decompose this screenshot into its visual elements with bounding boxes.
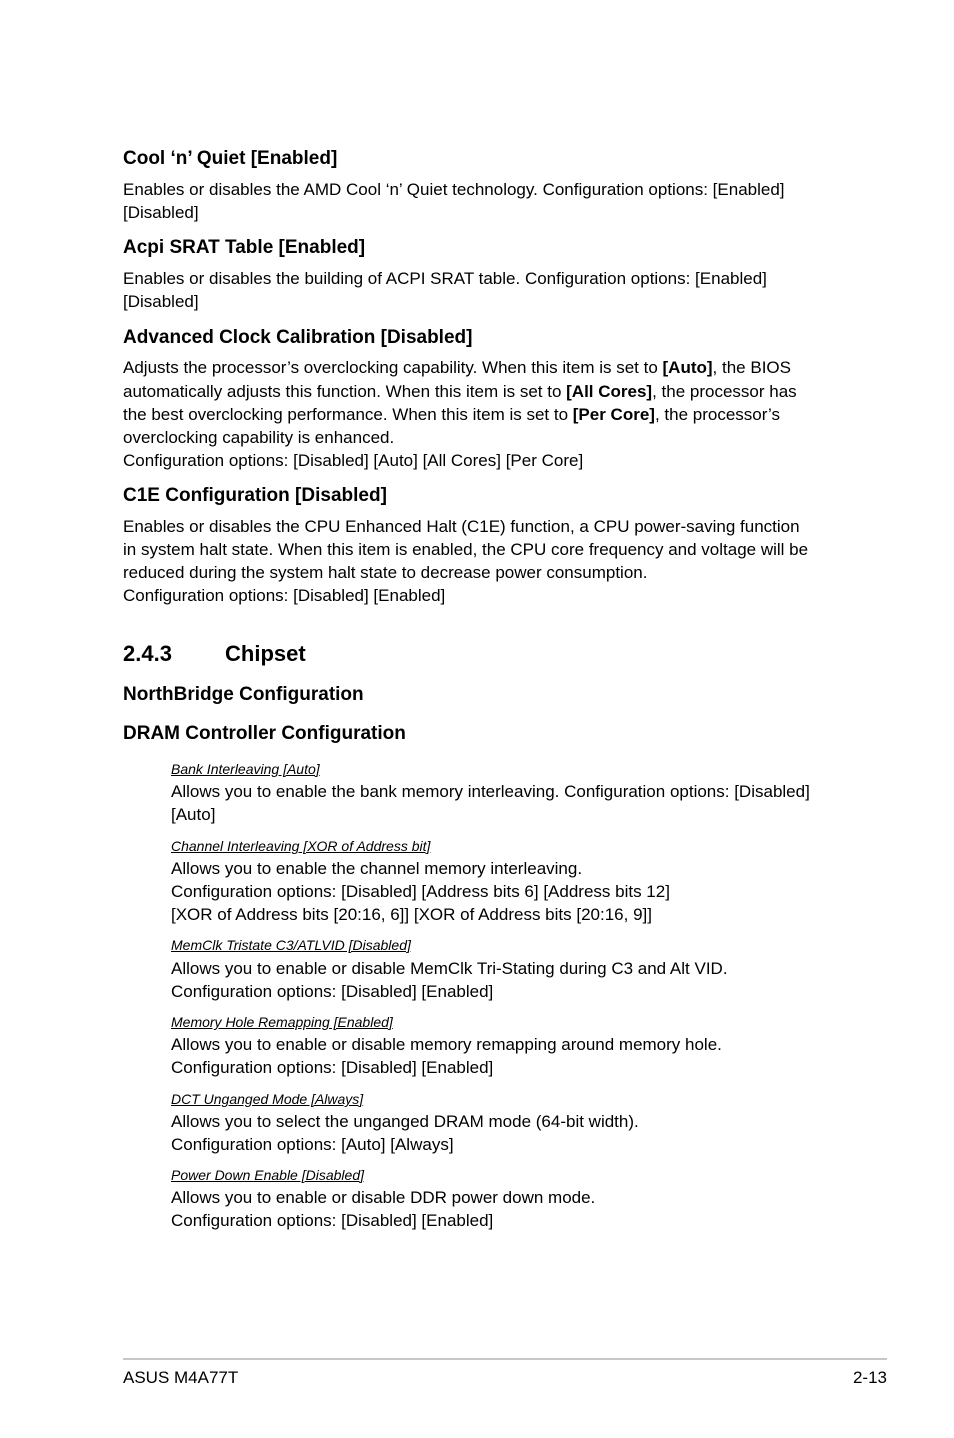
- c1e-desc-line: in system halt state. When this item is enabled, the CPU core frequency and voltage will be: [123, 540, 809, 559]
- dct-unganged-mode-desc-line: Allows you to select the unganged DRAM mode (64-bit width).: [171, 1112, 639, 1131]
- acpi-srat-desc-line: Enables or disables the building of ACPI SRAT table. Configuration options: [Enabled]: [123, 269, 767, 288]
- acc-desc-line: automatically adjusts this function. When this item is set to [All Cores], the processor has: [123, 382, 797, 401]
- channel-interleaving-desc-line: Configuration options: [Disabled] [Address bits 6] [Address bits 12]: [171, 882, 670, 901]
- channel-interleaving-title: Channel Interleaving [XOR of Address bit]: [171, 838, 431, 854]
- footer-product-name: ASUS M4A77T: [123, 1368, 239, 1387]
- memory-hole-remapping-desc-line: Allows you to enable or disable memory remapping around memory hole.: [171, 1035, 722, 1054]
- acc-desc-line: overclocking capability is enhanced.: [123, 428, 395, 447]
- bank-interleaving-title: Bank Interleaving [Auto]: [171, 761, 320, 777]
- acpi-srat-heading: Acpi SRAT Table [Enabled]: [123, 237, 366, 258]
- dct-unganged-mode-title: DCT Unganged Mode [Always]: [171, 1091, 364, 1107]
- footer-page-number: 2-13: [852, 1368, 887, 1387]
- memclk-tristate-desc-line: Configuration options: [Disabled] [Enabled]: [171, 982, 494, 1001]
- memory-hole-remapping-title: Memory Hole Remapping [Enabled]: [171, 1014, 393, 1030]
- c1e-options-line: Configuration options: [Disabled] [Enabled]: [123, 586, 446, 605]
- section-title: Chipset: [225, 641, 306, 666]
- memclk-tristate-desc-line: Allows you to enable or disable MemClk Tri-Stating during C3 and Alt VID.: [171, 959, 728, 978]
- cool-n-quiet-desc-line: Enables or disables the AMD Cool ‘n’ Quiet technology. Configuration options: [Enabled]: [123, 180, 785, 199]
- c1e-heading: C1E Configuration [Disabled]: [123, 485, 387, 506]
- cool-n-quiet-desc-line: [Disabled]: [123, 203, 199, 222]
- power-down-enable-desc-line: Allows you to enable or disable DDR power down mode.: [171, 1188, 596, 1207]
- dct-unganged-mode-desc-line: Configuration options: [Auto] [Always]: [171, 1135, 454, 1154]
- section-heading-chipset: [123, 641, 306, 667]
- northbridge-heading: NorthBridge Configuration: [123, 684, 364, 705]
- channel-interleaving-desc-line: [XOR of Address bits [20:16, 6]] [XOR of Address bits [20:16, 9]]: [171, 905, 652, 924]
- footer-divider: [123, 1358, 887, 1360]
- power-down-enable-desc-line: Configuration options: [Disabled] [Enabled]: [171, 1211, 494, 1230]
- c1e-desc-line: reduced during the system halt state to decrease power consumption.: [123, 563, 648, 582]
- acc-options-line: Configuration options: [Disabled] [Auto] [All Cores] [Per Core]: [123, 451, 584, 470]
- section-number: 2.4.3: [123, 641, 172, 666]
- channel-interleaving-desc-line: Allows you to enable the channel memory interleaving.: [171, 859, 583, 878]
- dram-controller-heading: DRAM Controller Configuration: [123, 723, 406, 744]
- c1e-desc-line: Enables or disables the CPU Enhanced Halt (C1E) function, a CPU power-saving function: [123, 517, 800, 536]
- memory-hole-remapping-desc-line: Configuration options: [Disabled] [Enabled]: [171, 1058, 494, 1077]
- acpi-srat-desc-line: [Disabled]: [123, 292, 199, 311]
- bank-interleaving-desc-line: Allows you to enable the bank memory interleaving. Configuration options: [Disabled]: [171, 782, 810, 801]
- power-down-enable-title: Power Down Enable [Disabled]: [171, 1167, 364, 1183]
- acc-desc-line: the best overclocking performance. When this item is set to [Per Core], the processor’s: [123, 405, 780, 424]
- acc-desc-line: Adjusts the processor’s overclocking capability. When this item is set to [Auto], the BIOS: [123, 358, 791, 377]
- bank-interleaving-desc-line: [Auto]: [171, 805, 216, 824]
- cool-n-quiet-heading: Cool ‘n’ Quiet [Enabled]: [123, 148, 338, 169]
- memclk-tristate-title: MemClk Tristate C3/ATLVID [Disabled]: [171, 937, 411, 953]
- acc-heading: Advanced Clock Calibration [Disabled]: [123, 327, 473, 348]
